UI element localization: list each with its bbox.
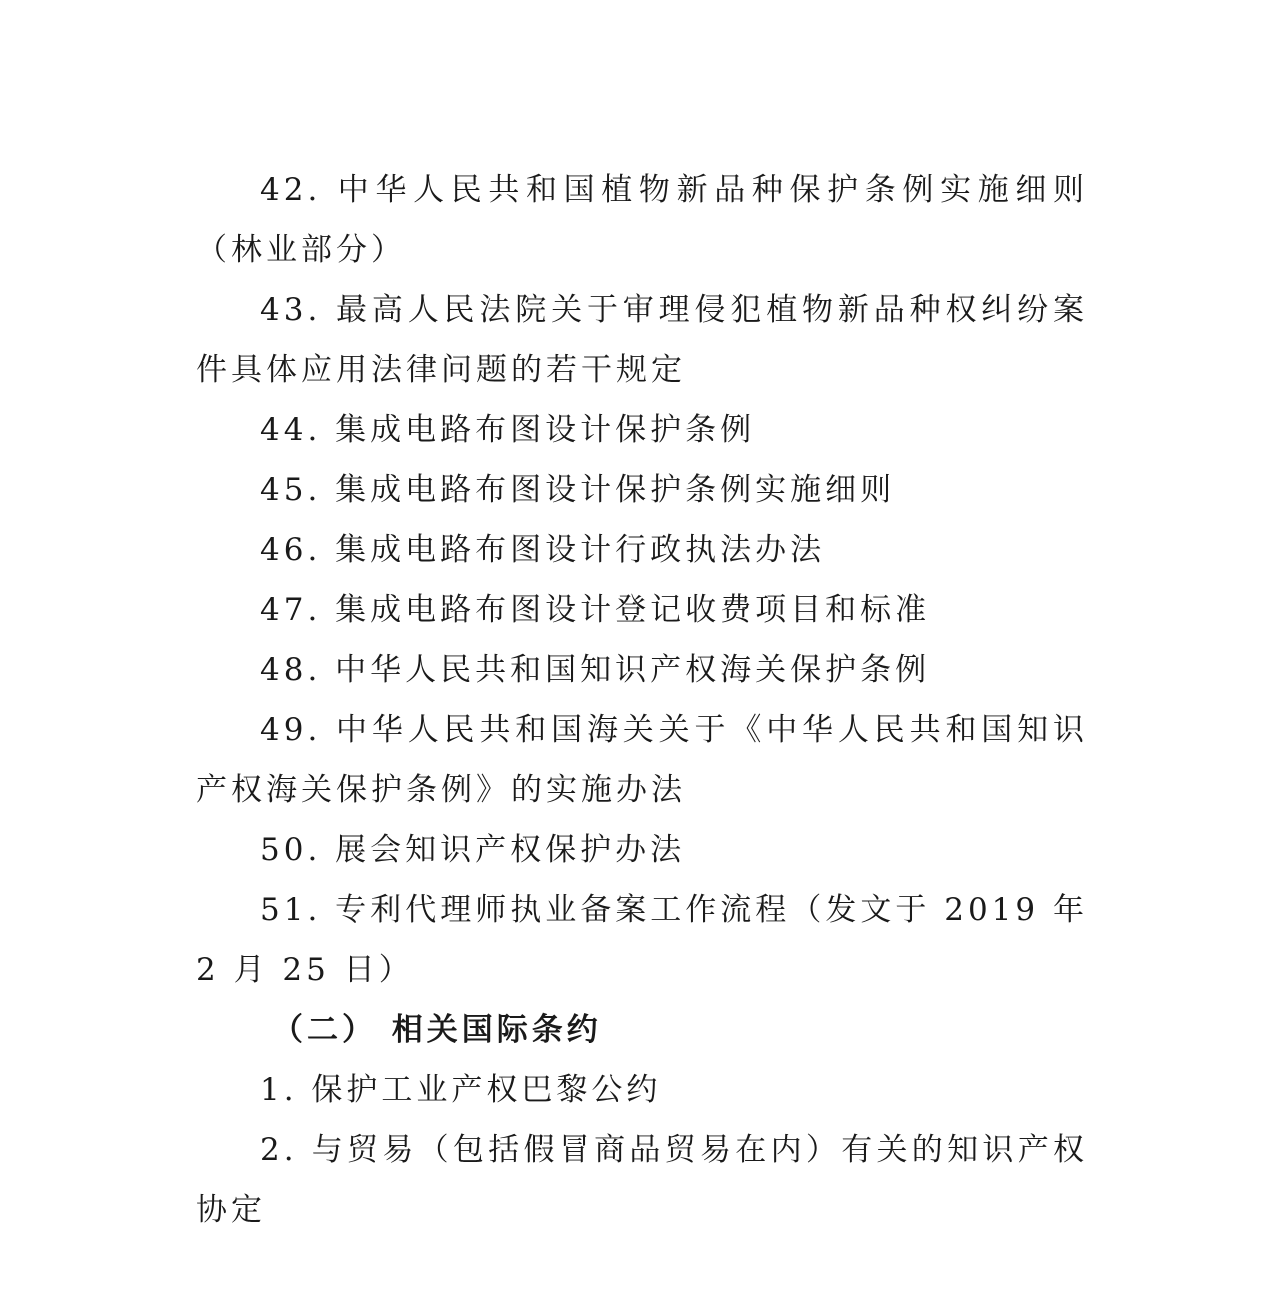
- list-item-49: 49. 中华人民共和国海关关于《中华人民共和国知识产权海关保护条例》的实施办法: [196, 712, 1088, 808]
- list-item-43: 43. 最高人民法院关于审理侵犯植物新品种权纠纷案件具体应用法律问题的若干规定: [196, 292, 1088, 388]
- list-item-45: 45. 集成电路布图设计保护条例实施细则: [260, 472, 896, 508]
- list-item-42: 42. 中华人民共和国植物新品种保护条例实施细则（林业部分）: [196, 172, 1088, 268]
- section-heading: （二） 相关国际条约: [272, 1012, 602, 1048]
- list-item-47: 47. 集成电路布图设计登记收费项目和标准: [260, 592, 931, 628]
- list-item-46: 46. 集成电路布图设计行政执法办法: [260, 532, 826, 568]
- treaty-item-2: 2. 与贸易（包括假冒商品贸易在内）有关的知识产权协定: [196, 1132, 1088, 1228]
- list-item-50: 50. 展会知识产权保护办法: [260, 832, 686, 868]
- document-body: [196, 160, 1088, 1240]
- list-item-48: 48. 中华人民共和国知识产权海关保护条例: [260, 652, 931, 688]
- list-item-51: 51. 专利代理师执业备案工作流程（发文于 2019 年 2 月 25 日）: [196, 892, 1088, 988]
- list-item-44: 44. 集成电路布图设计保护条例: [260, 412, 756, 448]
- treaty-item-1: 1. 保护工业产权巴黎公约: [260, 1072, 662, 1108]
